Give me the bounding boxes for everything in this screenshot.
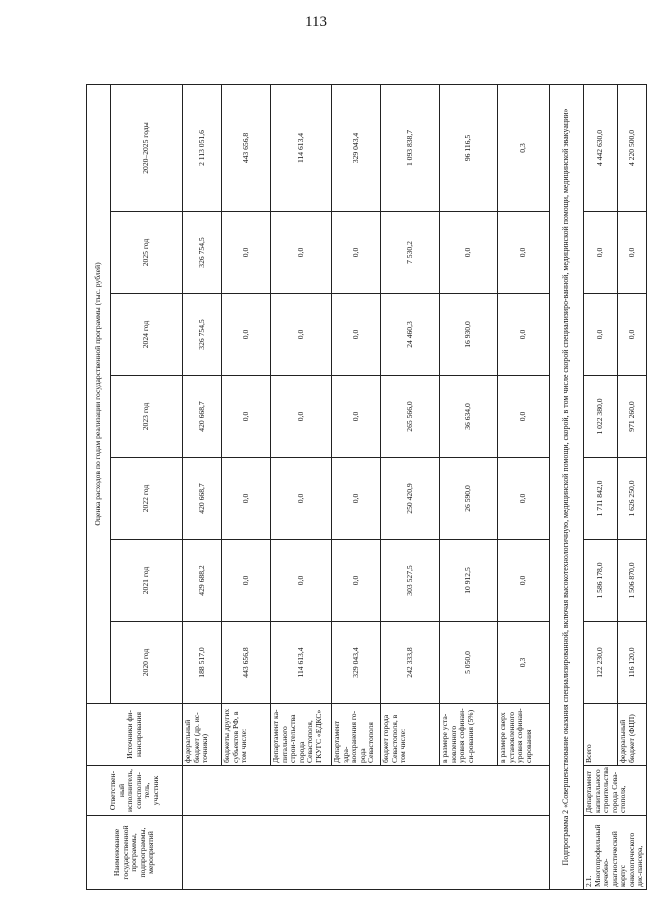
item-responsible: Департамент капитального строительства города Сева-стополя, [584, 766, 647, 816]
budget-table [86, 84, 647, 890]
value-cell: 329 043,4 [332, 622, 381, 704]
value-cell: 0,0 [498, 212, 550, 294]
value-cell: 114 613,4 [271, 84, 332, 211]
responsible-cell-empty [183, 766, 550, 816]
source-cell: в размере уста-новленного уровня софинан-си-рования (5%) [440, 704, 498, 766]
value-cell: 4 442 630,0 [584, 84, 618, 211]
value-cell: 0,0 [271, 212, 332, 294]
header-year-2020: 2020 год [111, 622, 183, 704]
value-cell: 36 634,0 [440, 376, 498, 458]
value-cell: 26 590,0 [440, 458, 498, 540]
header-year-2021: 2021 год [111, 540, 183, 622]
value-cell: 0,3 [498, 622, 550, 704]
source-cell: федеральный бюджет (ФЦП) [618, 704, 646, 766]
value-cell: 0,0 [618, 212, 646, 294]
source-cell: федеральный бюджет (др. ис-точники) [183, 704, 222, 766]
value-cell: 265 566,0 [381, 376, 440, 458]
value-cell: 443 656,8 [222, 622, 271, 704]
value-cell: 0,0 [584, 294, 618, 376]
value-cell: 420 668,7 [183, 458, 222, 540]
value-cell: 0,0 [271, 540, 332, 622]
source-cell: в размере сверх установленного уровня софинан-сирования [498, 704, 550, 766]
value-cell: 116 120,0 [618, 622, 646, 704]
value-cell: 0,0 [271, 458, 332, 540]
value-cell: 1 586 178,0 [584, 540, 618, 622]
name-cell-empty [183, 816, 550, 890]
source-cell: Всего [584, 704, 618, 766]
value-cell: 2 113 051,6 [183, 84, 222, 211]
value-cell: 0,0 [222, 212, 271, 294]
value-cell: 0,0 [332, 376, 381, 458]
value-cell: 0,0 [584, 212, 618, 294]
value-cell: 0,0 [222, 458, 271, 540]
table-row [183, 84, 222, 889]
value-cell: 1 022 380,0 [584, 376, 618, 458]
header-name: Наименование государственной программы, подпрограммы, мероприятий [87, 816, 183, 890]
value-cell: 0,0 [498, 294, 550, 376]
value-cell: 96 116,5 [440, 84, 498, 211]
header-year-total: 2020–2025 годы [111, 84, 183, 211]
value-cell: 0,3 [498, 84, 550, 211]
header-sources: Источники фи-нансирования [87, 704, 183, 766]
subprogram-title: Подпрограмма 2 «Совершенствование оказания специализированной, включая высокотехнологичную, медицинской помощи, скорой, в том числе скорой специализиро-ванной, медицинской помощи, медицинской эвакуации» [550, 84, 584, 889]
value-cell: 443 656,8 [222, 84, 271, 211]
value-cell: 0,0 [332, 294, 381, 376]
value-cell: 5 050,0 [440, 622, 498, 704]
value-cell: 0,0 [271, 294, 332, 376]
source-cell: бюджеты других субъектов РФ, в том числе: [222, 704, 271, 766]
header-estimate: Оценка расходов по годам реализации государственной программы (тыс. рублей) [87, 84, 111, 703]
page-number: 113 [305, 14, 327, 30]
value-cell: 0,0 [332, 458, 381, 540]
source-cell: бюджет города Севастополя, в том числе: [381, 704, 440, 766]
value-cell: 188 517,0 [183, 622, 222, 704]
header-year-2023: 2023 год [111, 376, 183, 458]
value-cell: 1 626 250,0 [618, 458, 646, 540]
subprogram-row [550, 84, 584, 889]
value-cell: 0,0 [222, 294, 271, 376]
value-cell: 7 530,2 [381, 212, 440, 294]
value-cell: 16 930,0 [440, 294, 498, 376]
value-cell: 0,0 [271, 376, 332, 458]
table-row [584, 84, 618, 889]
value-cell: 10 912,5 [440, 540, 498, 622]
header-year-2025: 2025 год [111, 212, 183, 294]
value-cell: 250 420,9 [381, 458, 440, 540]
value-cell: 242 333,8 [381, 622, 440, 704]
value-cell: 971 260,0 [618, 376, 646, 458]
budget-table-rotated [86, 85, 644, 890]
value-cell: 24 460,3 [381, 294, 440, 376]
value-cell: 0,0 [440, 212, 498, 294]
source-cell: Департамент здра-воохранения го-рода Севастополя [332, 704, 381, 766]
value-cell: 1 093 838,7 [381, 84, 440, 211]
value-cell: 0,0 [498, 458, 550, 540]
value-cell: 1 711 842,0 [584, 458, 618, 540]
value-cell: 0,0 [222, 376, 271, 458]
value-cell: 0,0 [498, 376, 550, 458]
value-cell: 329 043,4 [332, 84, 381, 211]
value-cell: 122 230,0 [584, 622, 618, 704]
value-cell: 420 668,7 [183, 376, 222, 458]
value-cell: 326 754,5 [183, 212, 222, 294]
value-cell: 303 527,5 [381, 540, 440, 622]
header-year-2024: 2024 год [111, 294, 183, 376]
value-cell: 0,0 [332, 540, 381, 622]
value-cell: 0,0 [498, 540, 550, 622]
value-cell: 0,0 [222, 540, 271, 622]
value-cell: 0,0 [618, 294, 646, 376]
header-year-2022: 2022 год [111, 458, 183, 540]
value-cell: 114 613,4 [271, 622, 332, 704]
item-name: 2.1. Многопрофильный лечебно-диагностический корпус онкологического дис-пансера, [584, 816, 647, 890]
source-cell: Департамент ка-питального строи-тельства города Севастополя, ГКУГС «ЕДКС» [271, 704, 332, 766]
value-cell: 0,0 [332, 212, 381, 294]
value-cell: 1 506 870,0 [618, 540, 646, 622]
value-cell: 326 754,5 [183, 294, 222, 376]
value-cell: 429 688,2 [183, 540, 222, 622]
header-responsible: Ответствен-ный исполнитель, соисполни-тель, участник [87, 766, 183, 816]
value-cell: 4 220 500,0 [618, 84, 646, 211]
